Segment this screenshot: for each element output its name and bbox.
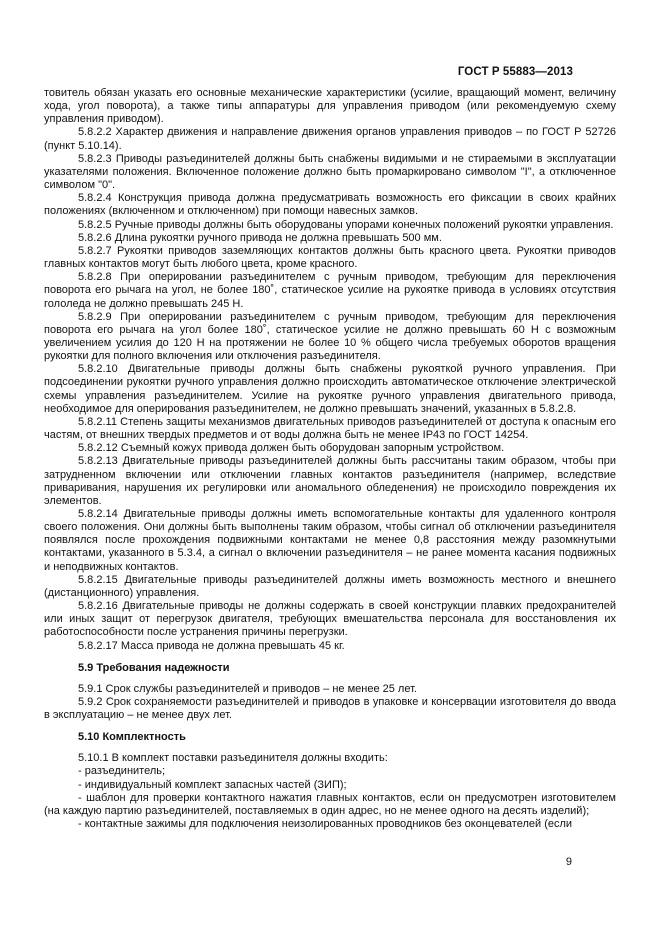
clause-5-8-2-9: 5.8.2.9 При оперировании разъединителем с ручным приводом, требующим для переключения поворота его рычага на угол более 180˚, статическое усилие не должно превышать 60 Н с возможным увеличением усилия до 120 Н на протяжении не более 10 % общего числа требуемых оборотов вращения рукоятки для полного включения или отключения разъединителя.: [44, 310, 616, 363]
clause-5-8-2-13: 5.8.2.13 Двигательные приводы разъединителей должны быть рассчитаны таким образом, чтобы при затрудненном включении или отключении главных контактов разъединителя (например, вследствие приваривания, нарушения их регулировки или аномального обледенения) не происходило повреждения их элементов.: [44, 455, 616, 507]
clause-5-8-2-15: 5.8.2.15 Двигательные приводы разъединителей должны иметь возможность местного и внешнего (дистанционного) управления.: [44, 573, 616, 599]
clause-5-8-2-6: 5.8.2.6 Длина рукоятки ручного привода не должна превышать 500 мм.: [78, 231, 442, 244]
list-item: - контактные зажимы для подключения неизолированных проводников без оконцевателей (если: [78, 817, 573, 830]
list-item: - индивидуальный комплект запасных частей (ЗИП);: [78, 778, 347, 791]
section-heading-5-10: 5.10 Комплектность: [78, 731, 186, 744]
clause-5-8-2-17: 5.8.2.17 Масса привода не должна превышать 45 кг.: [78, 639, 345, 652]
standard-header: ГОСТ Р 55883—2013: [457, 66, 573, 78]
clause-5-8-2-10: 5.8.2.10 Двигательные приводы должны быть снабжены рукояткой ручного управления. При подсоединении рукоятки ручного управления должно происходить автоматическое отключение электрической схемы управления разъединителем. Усилие на рукоятке ручного управления двигательного привода, необходимое для оперирования разъединителем, не должно превышать значений, указанных в 5.8.2.8.: [44, 363, 616, 415]
clause-5-8-2-7: 5.8.2.7 Рукоятки приводов заземляющих контактов должны быть красного цвета. Рукоятки приводов главных контактов могут быть любого цвета, кроме красного.: [44, 244, 616, 271]
clause-5-9-2: 5.9.2 Срок сохраняемости разъединителей и приводов в упаковке и консервации изготовителя до ввода в эксплуатацию – не менее двух лет.: [44, 695, 616, 722]
clause-5-8-2-5: 5.8.2.5 Ручные приводы должны быть оборудованы упорами конечных положений рукоятки управления.: [78, 218, 614, 231]
clause-5-10-1: 5.10.1 В комплект поставки разъединителя должны входить:: [78, 752, 388, 765]
page-number: 9: [565, 856, 572, 868]
section-heading-5-9: 5.9 Требования надежности: [78, 661, 230, 674]
paragraph-continuation: товитель обязан указать его основные механические характеристики (усилие, вращающий момент, величину хода, угол поворота), а также типы аппаратуры для управления приводом (или рекомендуемую схему управления приводом).: [44, 87, 616, 126]
page-content: [44, 87, 616, 831]
clause-5-8-2-8: 5.8.2.8 При оперировании разъединителем с ручным приводом, требующим для переключения поворота его рычага на угол, не более 180˚, статическое усилие на рукоятке привода в условиях отсутствия гололеда не должно превышать 245 Н.: [44, 271, 616, 310]
clause-5-8-2-11: 5.8.2.11 Степень защиты механизмов двигательных приводов разъединителей от доступа к опасным его частям, от внешних твердых предметов и от воды должна быть не менее IP43 по ГОСТ 14254.: [44, 415, 616, 442]
clause-5-8-2-4: 5.8.2.4 Конструкция привода должна предусматривать возможность его фиксации в своих крайних положениях (включенном и отключенном) при помощи навесных замков.: [44, 192, 616, 218]
list-item: - разъединитель;: [78, 765, 166, 778]
clause-5-9-1: 5.9.1 Срок службы разъединителей и приводов – не менее 25 лет.: [78, 682, 417, 695]
clause-5-8-2-16: 5.8.2.16 Двигательные приводы не должны содержать в своей конструкции плавких предохранителей или иных защит от перегрузок двигателя, требующих вмешательства персонала для восстановления их работоспособности после устранения причины перегрузки.: [44, 600, 616, 639]
list-item: - шаблон для проверки контактного нажатия главных контактов, если он предусмотрен изготовителем (на каждую партию разъединителей, поставляемых в один адрес, но не менее одного на десять изделий);: [44, 791, 616, 817]
clause-5-8-2-12: 5.8.2.12 Съемный кожух привода должен быть оборудован запорным устройством.: [78, 442, 505, 455]
clause-5-8-2-2: 5.8.2.2 Характер движения и направление движения органов управления приводов – по ГОСТ Р 52726 (пункт 5.10.14).: [44, 126, 616, 152]
clause-5-8-2-3: 5.8.2.3 Приводы разъединителей должны быть снабжены видимыми и не стираемыми в эксплуатации указателями положения. Включенное положение должно быть промаркировано символом "I", а отключенное символом "0".: [44, 152, 616, 192]
clause-5-8-2-14: 5.8.2.14 Двигательные приводы должны иметь вспомогательные контакты для удаленного контроля своего положения. Они должны быть выполнены таким образом, чтобы сигнал об отключении разъединителя появлялся после прохождения подвижными контактами не менее 0,8 расстояния между разомкнутыми контактами, указанного в 5.3.4, а сигнал о включении разъединителя – не ранее момента касания подвижных и неподвижных контактов.: [44, 508, 616, 573]
